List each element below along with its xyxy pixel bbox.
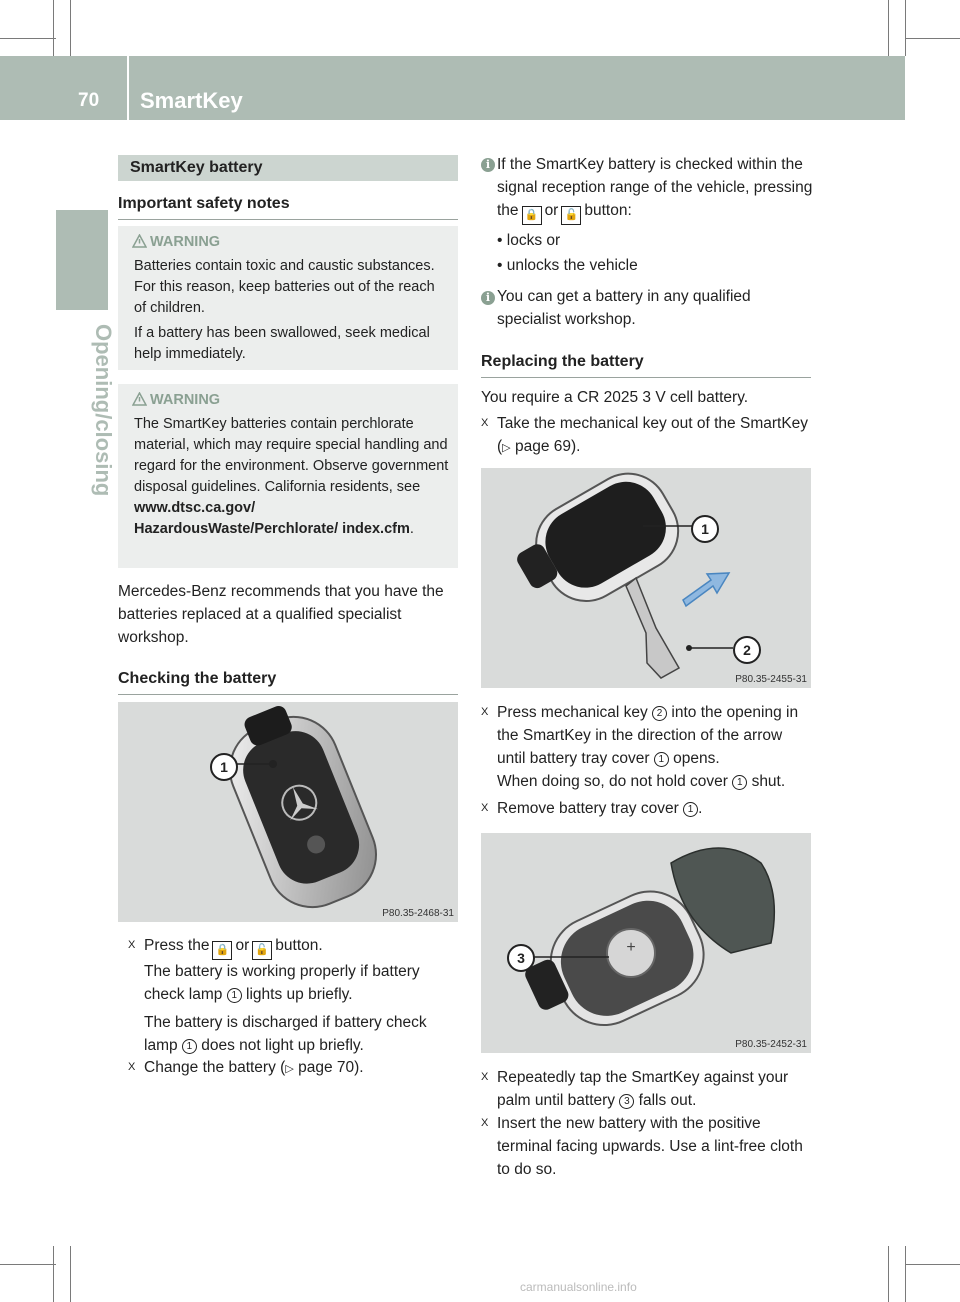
crop-mark xyxy=(53,0,54,56)
crop-mark xyxy=(905,1246,906,1302)
subsection-heading: Important safety notes xyxy=(118,195,458,220)
crop-mark xyxy=(53,1246,54,1302)
side-tab xyxy=(56,210,108,310)
callout-3: 3 xyxy=(507,944,535,972)
callout-ref: 1 xyxy=(227,988,242,1003)
warning-text: If a battery has been swallowed, seek medical help immediately. xyxy=(134,325,430,362)
page-ref-icon: ▷ xyxy=(502,442,511,454)
step: X Insert the new battery with the positive terminal facing upwards. Use a lint-free cloth to do so. xyxy=(481,1112,813,1181)
step: X Repeatedly tap the SmartKey against your palm until battery 3 falls out. xyxy=(481,1066,813,1112)
key-removal-figure xyxy=(481,468,811,688)
figure-code: P80.35-2468-31 xyxy=(382,908,454,919)
bullet-item: • unlocks the vehicle xyxy=(497,257,638,274)
callout-2: 2 xyxy=(733,636,761,664)
crop-mark xyxy=(70,1246,71,1302)
step-marker: X xyxy=(481,1071,489,1083)
lock-icon: 🔒 xyxy=(522,206,542,225)
require-text: You require a CR 2025 3 V cell battery. xyxy=(481,389,749,406)
callout-ref: 1 xyxy=(654,752,669,767)
step-marker: X xyxy=(481,802,489,814)
warning-text: The SmartKey batteries contain perchlorate material, which may require special handling and regard for the environment. Observe government disposal guidelines. California residents, see www.dtsc.ca.gov/ HazardousWaste/Perchlorate/ index.cfm. xyxy=(134,416,449,537)
page-number: 70 xyxy=(78,90,100,111)
step: X Press mechanical key 2 into the opening in the SmartKey in the direction of the arrow until battery tray cover 1 opens. When doing so, do not hold cover 1 shut. xyxy=(481,701,813,793)
subsection-heading: Checking the battery xyxy=(118,670,458,695)
recommend-text: Mercedes-Benz recommends that you have the batteries replaced at a qualified specialist workshop. xyxy=(118,583,444,646)
callout-1: 1 xyxy=(691,515,719,543)
info-icon: i xyxy=(481,291,495,305)
step: X Change the battery (▷ page 70). xyxy=(128,1056,460,1081)
figure-code: P80.35-2455-31 xyxy=(735,674,807,685)
crop-mark xyxy=(888,1246,889,1302)
unlock-icon: 🔓 xyxy=(252,941,272,960)
subsection-heading: Replacing the battery xyxy=(481,353,811,378)
callout-1: 1 xyxy=(210,753,238,781)
figure-code: P80.35-2452-31 xyxy=(735,1039,807,1050)
page-ref-icon: ▷ xyxy=(285,1063,294,1075)
smartkey-illustration xyxy=(118,702,458,922)
warning-title: WARNING xyxy=(150,234,221,250)
step: X Remove battery tray cover 1 . xyxy=(481,797,813,820)
crop-mark xyxy=(905,38,960,39)
crop-mark xyxy=(905,0,906,56)
battery-removal-figure xyxy=(481,833,811,1053)
step-marker: X xyxy=(481,706,489,718)
watermark: carmanualsonline.info xyxy=(520,1280,637,1294)
warning-box xyxy=(118,384,458,568)
smartkey-figure xyxy=(118,702,458,922)
warning-triangle-icon xyxy=(132,392,147,406)
page-ref-link[interactable]: page 69). xyxy=(514,438,581,455)
crop-mark xyxy=(905,1264,960,1265)
lock-icon: 🔒 xyxy=(212,941,232,960)
bullet-item: • locks or xyxy=(497,232,561,249)
callout-ref: 1 xyxy=(182,1039,197,1054)
key-removal-illustration xyxy=(481,468,811,688)
step: X Take the mechanical key out of the SmartKey (▷ page 69). xyxy=(481,412,813,460)
info-icon: i xyxy=(481,158,495,172)
info-text: If the SmartKey battery is checked within the signal reception range of the vehicle, pressing the 🔒 or 🔓 button: xyxy=(497,153,815,225)
info-text: You can get a battery in any qualified specialist workshop. xyxy=(497,288,751,328)
warning-text: Batteries contain toxic and caustic substances. For this reason, keep batteries out of the reach of children. xyxy=(134,258,435,316)
callout-ref: 1 xyxy=(683,802,698,817)
callout-ref: 3 xyxy=(619,1094,634,1109)
unlock-icon: 🔓 xyxy=(561,206,581,225)
chapter-label: Opening/closing xyxy=(91,324,116,497)
perchlorate-link[interactable]: www.dtsc.ca.gov/ HazardousWaste/Perchlorate/ index.cfm xyxy=(134,500,410,537)
step-marker: X xyxy=(481,417,489,429)
crop-mark xyxy=(0,1264,56,1265)
header-divider xyxy=(127,56,129,120)
step: X Press the 🔒 or 🔓 button. The battery is working properly if battery check lamp 1 lights up briefly. The battery is discharged if battery check lamp 1 does not light up briefly. xyxy=(128,934,460,1057)
svg-text:+: + xyxy=(626,939,636,956)
crop-mark xyxy=(70,0,71,56)
step-marker: X xyxy=(481,1117,489,1129)
warning-title: WARNING xyxy=(150,392,221,408)
warning-triangle-icon xyxy=(132,234,147,248)
callout-ref: 1 xyxy=(732,775,747,790)
page-ref-link[interactable]: page 70). xyxy=(298,1059,364,1076)
crop-mark xyxy=(888,0,889,56)
header-bar xyxy=(0,56,905,120)
step-marker: X xyxy=(128,1061,136,1073)
callout-ref: 2 xyxy=(652,706,667,721)
section-heading: SmartKey battery xyxy=(118,155,458,181)
page-title: SmartKey xyxy=(140,88,243,113)
battery-removal-illustration xyxy=(481,833,811,1053)
step-marker: X xyxy=(128,939,136,951)
warning-box xyxy=(118,226,458,370)
crop-mark xyxy=(0,38,56,39)
